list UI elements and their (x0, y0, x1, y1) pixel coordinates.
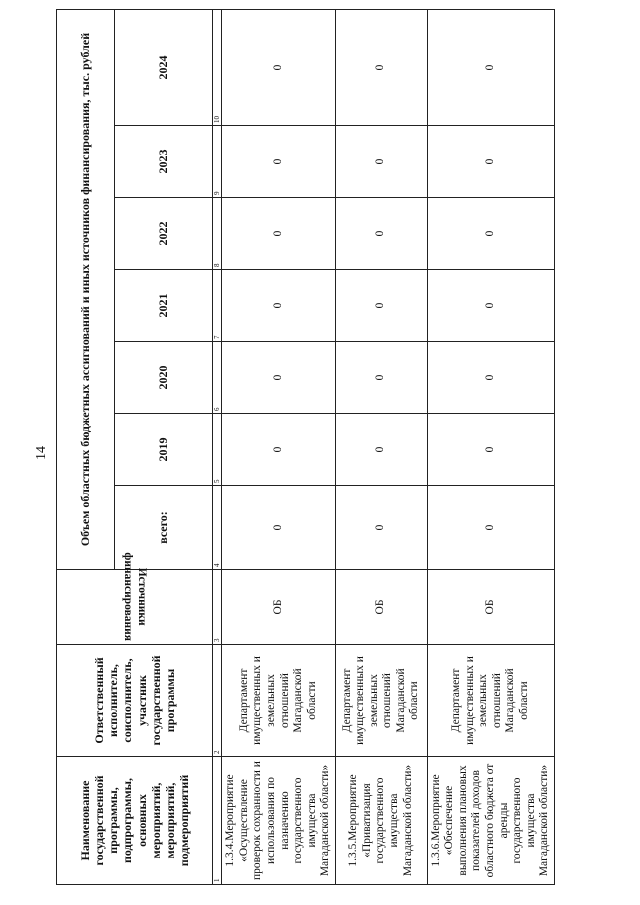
row-value: 0 (427, 270, 554, 342)
row-name: 1.3.6.Мероприятие «Обеспечение выполнения плановых показателей доходов областного бюджета от аренды государственного имущества Магаданской области» (427, 757, 554, 885)
header-source: Источники финансирования (57, 570, 213, 645)
row-value: 0 (222, 198, 336, 270)
header-group: Объем областных бюджетных ассигнований и иных источников финансирования, тыс. рублей (57, 9, 115, 569)
row-value: 0 (335, 486, 427, 570)
row-executor: Департамент имущественных и земельных отношений Магаданской области (427, 645, 554, 757)
row-value: 0 (427, 342, 554, 414)
page-number: 14 (34, 446, 49, 460)
row-value: 0 (427, 486, 554, 570)
col-number: 8 (213, 198, 222, 270)
header-total: всего: (115, 486, 213, 570)
header-year: 2024 (115, 9, 213, 125)
row-value: 0 (335, 9, 427, 125)
row-value: 0 (335, 198, 427, 270)
col-number: 3 (213, 570, 222, 645)
row-name: 1.3.5.Мероприятие «Приватизация государственного имущества Магаданской области» (335, 757, 427, 885)
row-value: 0 (427, 126, 554, 198)
row-value: 0 (427, 9, 554, 125)
col-number: 2 (213, 645, 222, 757)
row-value: 0 (222, 342, 336, 414)
col-number: 5 (213, 414, 222, 486)
row-value: 0 (335, 414, 427, 486)
row-value: 0 (222, 9, 336, 125)
row-value: 0 (335, 126, 427, 198)
header-year: 2023 (115, 126, 213, 198)
row-value: 0 (427, 198, 554, 270)
row-value: 0 (222, 486, 336, 570)
row-value: 0 (335, 342, 427, 414)
header-name: Наименование государственной программы, подпрограммы, основных мероприятий, мероприятий, подмероприятий (57, 757, 213, 885)
table-row (222, 9, 336, 884)
header-year: 2020 (115, 342, 213, 414)
rotated-table-container (56, 10, 551, 885)
header-year: 2021 (115, 270, 213, 342)
row-source: ОБ (335, 570, 427, 645)
col-number: 6 (213, 342, 222, 414)
row-executor: Департамент имущественных и земельных отношений Магаданской области (222, 645, 336, 757)
table-wrapper (56, 10, 551, 885)
header-year: 2022 (115, 198, 213, 270)
table-row (335, 9, 427, 884)
col-number: 4 (213, 486, 222, 570)
row-value: 0 (427, 414, 554, 486)
financing-table (56, 9, 555, 885)
col-number: 7 (213, 270, 222, 342)
row-name: 1.3.4.Мероприятие «Осуществление проверок сохранности и использования по назначению государственного имущества Магаданской области» (222, 757, 336, 885)
header-year: 2019 (115, 414, 213, 486)
header-executor: Ответственный исполнитель, соисполнитель, участник государственной программы (57, 645, 213, 757)
row-value: 0 (335, 270, 427, 342)
col-number: 9 (213, 126, 222, 198)
row-value: 0 (222, 414, 336, 486)
row-source: ОБ (427, 570, 554, 645)
table-row (427, 9, 554, 884)
column-number-row (213, 9, 222, 884)
row-executor: Департамент имущественных и земельных отношений Магаданской области (335, 645, 427, 757)
col-number: 10 (213, 9, 222, 125)
col-number: 1 (213, 757, 222, 885)
row-source: ОБ (222, 570, 336, 645)
row-value: 0 (222, 126, 336, 198)
row-value: 0 (222, 270, 336, 342)
